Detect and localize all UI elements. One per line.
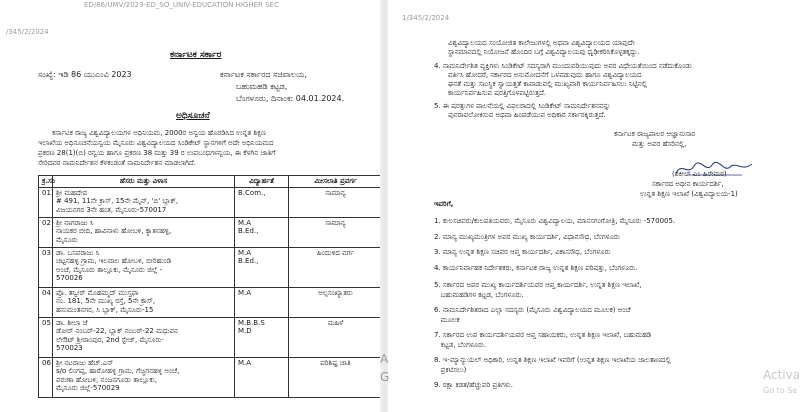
row-name-address (53, 187, 235, 217)
list-item: 8. ಇ-ಮ್ಯಾನ್ಯುಯಲ್ ಅಧಿಕಾರಿ, ಉನ್ನತ ಶಿಕ್ಷಣ ಇಲಾಖೆ ಇವರಿಗೆ (ಉನ್ನತ ಶಿಕ್ಷಣ ಇಲಾಖೆಯ ಜಾಲತಾಣದಲ್ಲಿ (434, 356, 671, 364)
margin-mark: G (380, 370, 390, 384)
header-serial: ಕ್ರ.ಸಂ (39, 176, 53, 188)
list-item: 3. ಮಾನ್ಯ ಉನ್ನತ ಶಿಕ್ಷಣ ಸಚಿವರ ಆಪ್ತ ಕಾರ್ಯದರ್ಶಿ, ವಿಕಾಸಸೌಧ, ಬೆಂಗಳೂರು (434, 248, 611, 256)
row-qualification (235, 287, 289, 317)
margin-mark: A (380, 352, 389, 366)
header-reference: ED/86/UMV/2023-ED_SO_UNIV-EDUCATION HIGHER SEC (84, 1, 279, 9)
activate-windows-subtext: Go to Se (763, 386, 798, 395)
row-name-address (53, 217, 235, 247)
text-line: ಪುನರಾವಲೋಕಿಸುವ ಅಥವಾ ಹಿಂಪಡೆಯುವ ಅಧಿಕಾರ ಸರ್ಕಾರಕ್ಕಿರುತ್ತದೆ. (448, 111, 606, 119)
text-line: ಸ್ಥಾನಮಾನದಲ್ಲಿ ನಿಯೋಜನೆ ಹೊಂದಿರ ಬಗ್ಗೆ ವಿಶ್ವವಿದ್ಯಾಲಯವು ಧೃಢೀಕರಿಸಿಕೊಳ್ಳತಕ್ಕದ್ದು. (448, 48, 640, 56)
list-item-continuation: ಕಟ್ಟಡ, ಬೆಂಗಳೂರು. (434, 341, 487, 349)
header-qualification: ವಿದ್ಯಾರ್ಹತೆ (235, 176, 289, 188)
body-line: ಕರ್ನಾಟಕ ರಾಜ್ಯ ವಿಶ್ವವಿದ್ಯಾಲಯಗಳ ಅಧಿನಿಯಮ, 2000ರ ಅನ್ವಯ ಹೊರಡಿಸಿದ ಉನ್ನತ ಶಿಕ್ಷಣ (52, 129, 266, 137)
list-item: 6. ನಾಮನಿರ್ದೇಶಿತರಾದ ಎಲ್ಲಾ ಸದಸ್ಯರು (ಮೈಸೂರು ವಿಶ್ವವಿದ್ಯಾಲಯದ ಮೂಲಕ) ಅಂಚೆ (434, 306, 631, 314)
row-qualification (235, 317, 289, 357)
qualification-line: M.A (238, 288, 252, 297)
signatory-designation: ಸರ್ಕಾರದ ಅಧೀನ ಕಾರ್ಯದರ್ಶಿ, (652, 180, 724, 188)
row-category: ಸಾಮಾನ್ಯ (289, 187, 383, 217)
recipients-list (434, 214, 774, 390)
address-line: ನಂ. 181, 5ನೇ ಮುಖ್ಯ ರಸ್ತೆ, 5ನೇ ಕ್ರಾಸ್, (56, 297, 156, 305)
table-row (39, 287, 383, 317)
row-name-address (53, 317, 235, 357)
row-qualification (235, 357, 289, 397)
row-serial: 01 (39, 187, 53, 217)
table-header-row (39, 176, 383, 188)
list-item-continuation: ಪ್ರಕಟಿಸಲು) (434, 366, 467, 374)
qualification-line: M.B.B.S (238, 318, 265, 327)
government-title: ಕರ್ನಾಟಕ ಸರ್ಕಾರ (170, 50, 222, 60)
table-row (39, 357, 383, 397)
row-category: ಸಾಮಾನ್ಯ (289, 217, 383, 247)
secretariat-name: ಕರ್ನಾಟಕ ಸರ್ಕಾರದ ಸಚಿವಾಲಯ, (220, 70, 308, 79)
margin-date: /345/2/2024 (6, 28, 49, 36)
list-item: 7. ಸರ್ಕಾರದ ಉಪ ಕಾರ್ಯದರ್ಶಿಯವರ ಆಪ್ತ ಸಹಾಯಕರು, ಉನ್ನತ ಶಿಕ್ಷಣ ಇಲಾಖೆ, ಬಹುಮಹಡಿ (434, 331, 652, 339)
nominee-name: ಡಾ. ಬಸವರಾಜು ಸಿ (56, 248, 100, 257)
text-line: 4. ನಾಮನಿರ್ದೇಶಿತ ವ್ಯಕ್ತಿಗಳು ಸಿಂಡಿಕೇಟ್ ಸದಸ್ಯರಾಗಿ ಮುಂದುವರಿಯುವುದು ಅವರ ವಿಧೇಯತೆಯಿಂದ ನಡೆದುಕೊಂಡು (434, 62, 692, 70)
order-by-line: ಕರ್ನಾಟಕ ರಾಜ್ಯಪಾಲರ ಆಜ್ಞಾನುಸಾರ (614, 130, 696, 138)
row-name-address (53, 357, 235, 397)
list-item: 4. ಕಾರ್ಯನಿರ್ವಾಹಕ ನಿರ್ದೇಶಕರು, ಕರ್ನಾಟಕ ರಾಜ್ಯ ಉನ್ನತ ಶಿಕ್ಷಣ ಪರಿಷತ್ತು, ಬೆಂಗಳೂರು. (434, 263, 638, 272)
text-line: ವಿಶ್ವವಿದ್ಯಾಲಯದ ಸಂಯೋಜಿತ ಕಾಲೇಜುಗಳಲ್ಲಿ ಅಥವಾ ವಿಶ್ವವಿದ್ಯಾಲಯದ ಯಾವುದೇ (448, 39, 635, 47)
qualification-line: B.Ed., (238, 227, 259, 235)
address-line: ನಾಯಕರ ಬೀದಿ, ಹಾವಿನಾಳು ಹೋಬಳಿ, ಕ್ಯಾತನಹಳ್ಳಿ, (56, 227, 172, 235)
nominees-table (38, 175, 383, 398)
notification-body (38, 128, 384, 168)
body-line: ಇಲಾಖೆಯ ಅಧಿಸೂಚನೆಯನ್ವಯ ಮೈಸೂರು ವಿಶ್ವವಿದ್ಯಾಲಯದ ಸಿಂಡಿಕೇಟ್ ಸ್ಥಾನಗಳಿಗೆ ಅದೇ ಅಧಿನಿಯಮದ (38, 139, 274, 147)
body-line: ಪ್ರಕರಣ 28(1)(ಬಿ) ರನ್ವಯ ಹಾಗೂ ಪ್ರಕರಣ 38 ಮತ್ತು 39 ರ ಉಪಬಂಧಗಳನ್ವಯ, ಈ ಕೆಳಗಿನ ಜಾತಿಗೆ (38, 149, 276, 157)
table-row (39, 217, 383, 247)
margin-date: 1/345/2/2024 (402, 14, 450, 22)
qualification-line: M.A (238, 358, 252, 367)
address-line: s/o ಲಿಂಗಪ್ಪ, ಹಾರೋಹಳ್ಳಿ ಗ್ರಾಮ, ಗೆಜ್ಜಗನಹಳ್ಳಿ ಅಂಚೆ, (56, 367, 180, 375)
qualification-line: M.D (238, 327, 252, 335)
row-serial: 03 (39, 247, 53, 287)
left-document-page (0, 0, 389, 412)
condition-point-5 (434, 102, 774, 120)
qualification-line: B.Ed., (238, 257, 259, 265)
notification-title: ಅಧಿಸೂಚನೆ (176, 111, 210, 121)
table-row (39, 187, 383, 217)
list-item: 2. ಮಾನ್ಯ ಮುಖ್ಯಮಂತ್ರಿಗಳ ಅಪರ ಮುಖ್ಯ ಕಾರ್ಯದರ್ಶಿ, ವಿಧಾನಸೌಧ, ಬೆಂಗಳೂರು (434, 232, 620, 241)
list-item: 9. ರಕ್ಷಾ ಕಡತ/ಹೆಚ್ಚುವರಿ ಪ್ರತಿಗಳು. (434, 381, 514, 389)
activate-windows-watermark: Activa (763, 368, 800, 382)
list-item-continuation: ಮೂಲಕ (434, 316, 460, 324)
address-line: # 491, 11ನೇ ಕ್ರಾಸ್, 15ನೇ ಮೈನ್, 'ಬಿ' ಬ್ಲಾಕ್, (56, 197, 179, 205)
row-category: ಹಿಂದುಳಿದ ವರ್ಗ (289, 247, 383, 287)
row-qualification (235, 247, 289, 287)
place-and-date: ಬೆಂಗಳೂರು, ದಿನಾಂಕ: 04.01.2024. (236, 94, 345, 103)
qualification-line: M.A (238, 218, 252, 227)
row-qualification (235, 187, 289, 217)
text-line: 5. ಈ ಷರತ್ತುಗಳ ಪಾಲನೆಯಲ್ಲಿ ವಿಫಲರಾದಲ್ಲಿ ಸಿಂಡಿಕೇಟ್ ನಾಮನಿರ್ದೇಶನವನ್ನು (434, 102, 611, 110)
nominee-name: ಪ್ರೊ. ತನ್ವೀರ್ ಮೊಹಮ್ಮದ್ ಮುಸ್ತಫಾ (56, 288, 139, 297)
nominee-name: ಶ್ರೀ ನಾಗರಾಜು ಸಿ (56, 218, 94, 227)
list-item: 1. ಕುಲಸಚಿವರು/ಕುಲಪತಿಯವರು, ಮೈಸೂರು ವಿಶ್ವವಿದ್ಯಾಲಯ, ಮಾನಸಗಂಗೋತ್ರಿ, ಮೈಸೂರು -570005. (434, 217, 676, 225)
list-item: 5. ಸರ್ಕಾರದ ಅಪರ ಮುಖ್ಯ ಕಾರ್ಯದರ್ಶಿಯವರ ಆಪ್ತ ಕಾರ್ಯದರ್ಶಿ, ಉನ್ನತ ಶಿಕ್ಷಣ ಇಲಾಖೆ, (434, 281, 642, 289)
row-category: ಅಲ್ಪಸಂಖ್ಯಾತರು (289, 287, 383, 317)
address-line: ಡೋರ್ ನಂಬರ್-22, ಬ್ಲಾಕ್ ನಂಬರ್-22 ಮಧುವನ (56, 327, 178, 335)
row-category: ಪರಿಶಿಷ್ಟ ಜಾತಿ (289, 357, 383, 397)
row-serial: 04 (39, 287, 53, 317)
address-line: ಮೈಸೂರು ಜಿಲ್ಲೆ-570029 (56, 384, 120, 392)
text-line: ಕಾರ್ಯನಿರ್ವಹಿಸುವ ಷರತ್ತಿಗೊಳಪಟ್ಟಿರುತ್ತದೆ. (448, 89, 547, 97)
address-line: ಚಟ್ಟನಹಳ್ಳಿ ಗ್ರಾಮ, ಇಲವಾಲ ಹೋಬಳಿ, ಬೀರಿಹುಂಡಿ (56, 257, 172, 265)
row-serial: 02 (39, 217, 53, 247)
address-line: 570026 (56, 274, 83, 282)
address-line: 570023 (56, 344, 83, 352)
text-line: ವರ್ತಿಸಿ ಹೋದರೆ, ಸರ್ಕಾರದ ಅನುಮೋದನೆಗೆ ಒಳಪಡುವುದು ಹಾಗೂ ವಿಶ್ವವಿದ್ಯಾಲಯದ (448, 71, 642, 79)
text-line: ಘನತೆ ಮತ್ತು ಸಾಂಸ್ಥಿಕ ಸ್ವಾಯತ್ತತೆ ಕಾಪಾಡುವಲ್ಲಿ ಮುಖ್ಯವಾಗಿ ಕಾರ್ಯನಿರ್ವಹಿಸಲು ನಿಟ್ಟಿನಲ್ಲಿ (448, 80, 647, 88)
body-line: ಸೇರಿದವರ ನಾಮನಿರ್ದೇಶನ ಕೆಳಕಂಡಂತೆ ನಾಮನಿರ್ದೇಶನ ಮಾಡಲಾಗಿದೆ. (38, 159, 196, 167)
signatory-name: (ಶಕೀಲ್ ಎಂ ಹಿರೇಮಠ) (672, 170, 727, 178)
order-number: ಸಂಖ್ಯೆ: ಇಡಿ 86 ಯುಎಂವಿ 2023 (38, 70, 132, 79)
qualification-line: B.Com., (238, 188, 266, 197)
row-category: ಮಹಿಳೆ (289, 317, 383, 357)
recipients-label: ಇವರಿಗೆ, (434, 200, 454, 208)
address-line: ಮೈಸೂರು (56, 235, 78, 244)
row-qualification (235, 217, 289, 247)
qualification-line: M.A (238, 248, 252, 257)
table-row (39, 317, 383, 357)
row-serial: 06 (39, 357, 53, 397)
address-line: ವರುಣಾ ಹೋಬಳಿ, ನಂಜನಗೂಡು ತಾಲ್ಲೂಕು, (56, 375, 157, 384)
address-line: ಲೇಔಟ್ ಶ್ರೀರಾಂಪುರ, 2nd ಸ್ಟೇಜ್, ಮೈಸೂರು- (56, 335, 164, 344)
signatory-department: ಉನ್ನತ ಶಿಕ್ಷಣ ಇಲಾಖೆ (ವಿಶ್ವವಿದ್ಯಾಲಯ-1) (640, 190, 738, 198)
building-name: ಬಹುಮಹಡಿ ಕಟ್ಟಡ, (236, 82, 288, 91)
header-name-address: ಹೆಸರು ಮತ್ತು ವಿಳಾಸ (53, 176, 235, 188)
address-line: ಅಂಚೆ, ಮೈಸೂರು ತಾಲ್ಲೂಕು, ಮೈಸೂರು ಜಿಲ್ಲೆ - (56, 265, 163, 274)
address-line: ವಿಜಯನಗರ 3ನೇ ಹಂತ, ಮೈಸೂರು-570017 (56, 205, 167, 214)
row-name-address (53, 287, 235, 317)
row-name-address (53, 247, 235, 287)
nominee-name: ಡಾ. ಶೀಲಾ ಜೆ (56, 318, 88, 327)
list-item-continuation: ಬಹುಮಹಡಿಗಳ ಕಟ್ಟಡ, ಬೆಂಗಳೂರು. (434, 291, 524, 299)
table-row (39, 247, 383, 287)
nominee-name: ಶ್ರೀ ಮಹದೇವ (56, 188, 88, 197)
condition-point-4 (434, 62, 774, 98)
order-by-line-2: ಮತ್ತು ಅವರ ಹೆಸರಿನಲ್ಲಿ, (632, 140, 687, 148)
header-reservation-category: ಮೀಸಲಾತಿ ಪ್ರವರ್ಗ (289, 176, 383, 188)
continuation-paragraph (434, 39, 774, 57)
row-serial: 05 (39, 317, 53, 357)
address-line: ಹನುಮಂತನಗರ, ಸಿ ಬ್ಲಾಕ್, ಮೈಸೂರು-15 (56, 305, 154, 314)
nominee-name: ಶ್ರೀ ನಟರಾಜು ಹೆಚ್.ಎನ್ (56, 358, 114, 367)
